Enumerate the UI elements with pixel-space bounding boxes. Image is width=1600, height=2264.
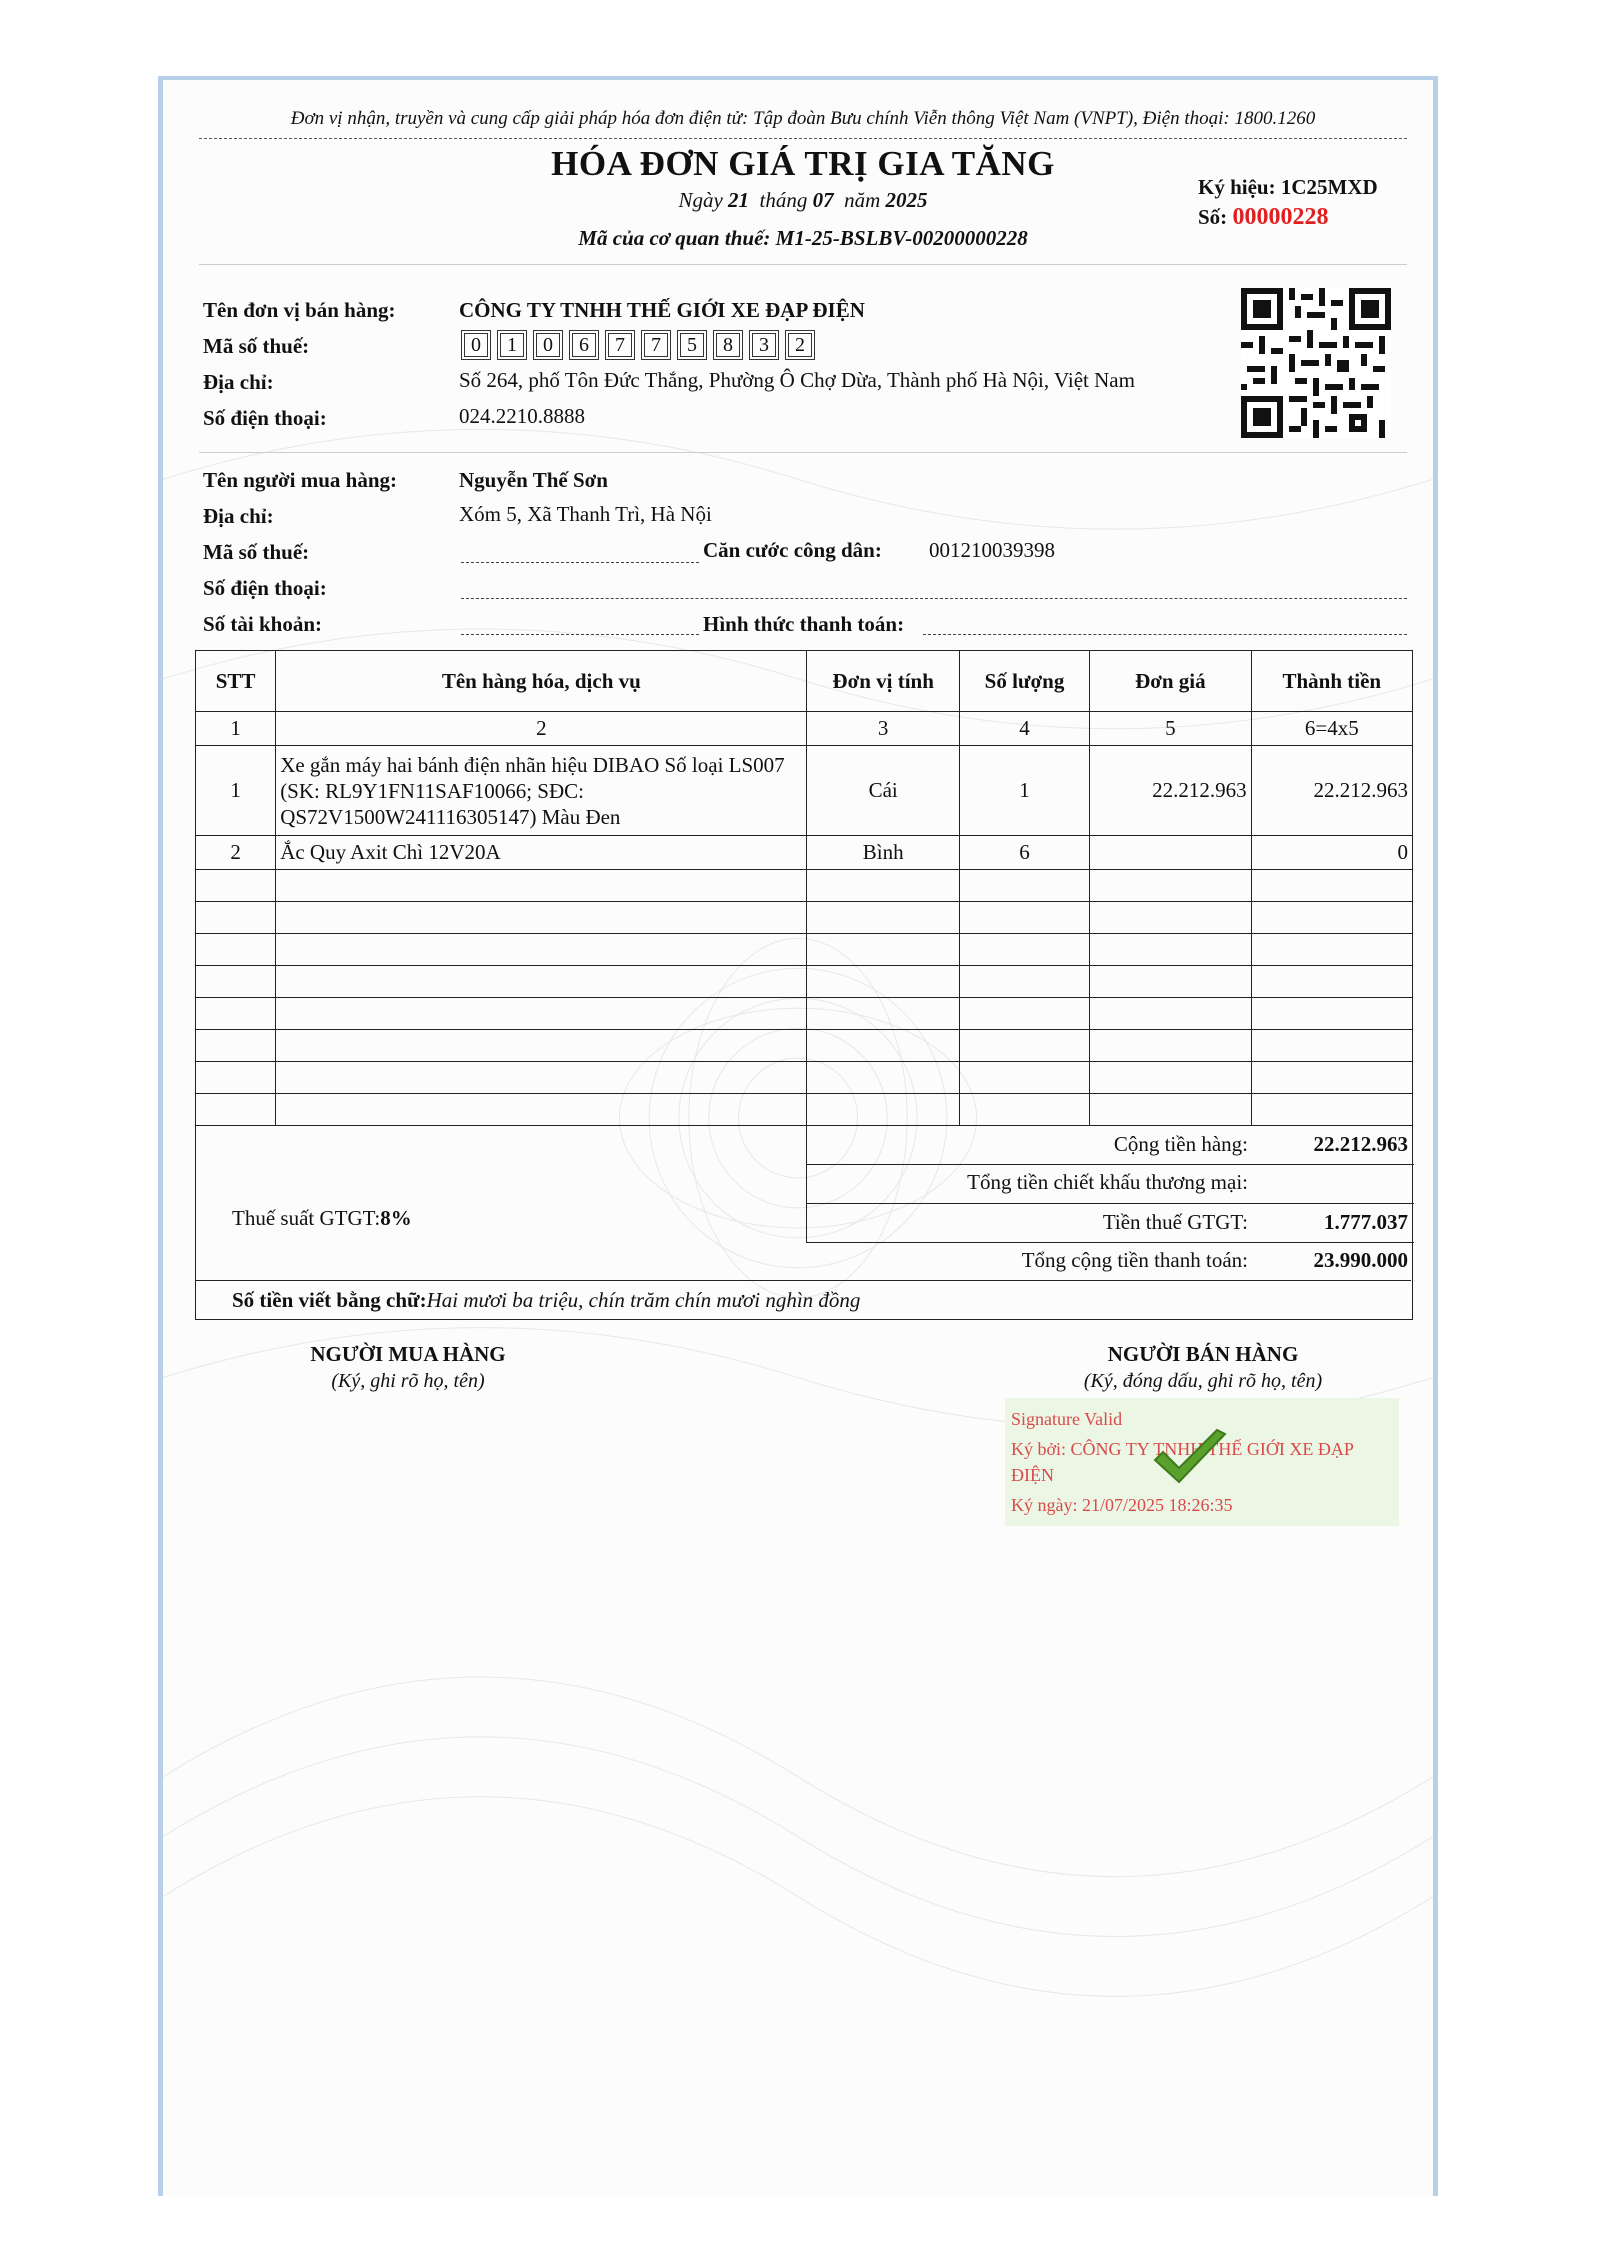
col-header-unit: Đơn vị tính [807, 651, 959, 712]
vat-value: 1.777.037 [1324, 1210, 1408, 1234]
items-table [195, 650, 1413, 1126]
seller-address-label: Địa chỉ: [203, 370, 274, 394]
amount-in-words [232, 1288, 860, 1313]
index-cell: 3 [807, 712, 959, 746]
buyer-id: 001210039398 [929, 538, 1055, 562]
buyer-signature-title: NGƯỜI MUA HÀNG [310, 1342, 506, 1366]
payment-method-label: Hình thức thanh toán: [703, 612, 905, 636]
empty-row [196, 966, 1413, 998]
totals-divider [806, 1203, 1414, 1204]
buyer-account-label: Số tài khoản: [203, 612, 323, 636]
index-cell: 5 [1090, 712, 1251, 746]
totals-section [195, 1126, 1413, 1320]
amount-in-words-value: Hai mươi ba triệu, chín trăm chín mươi nghìn đồng [426, 1288, 861, 1312]
totals-divider [806, 1164, 1414, 1165]
row-unit: Bình [807, 836, 959, 870]
tax-authority-code: Mã của cơ quan thuế: M1-25-BSLBV-00200000228 [578, 226, 1028, 250]
tax-digit-box: 7 [641, 330, 671, 360]
subtotal-value: 22.212.963 [1313, 1132, 1408, 1156]
signature-status: Signature Valid [1011, 1409, 1123, 1429]
row-price: 22.212.963 [1090, 746, 1251, 836]
seller-signature-note: (Ký, đóng dấu, ghi rõ họ, tên) [1083, 1370, 1323, 1392]
empty-row [196, 1094, 1413, 1126]
row-amount: 22.212.963 [1251, 746, 1412, 836]
year-label: năm [844, 188, 881, 212]
empty-row [196, 870, 1413, 902]
year-value: 2025 [885, 188, 928, 212]
buyer-tax-blank [461, 562, 699, 563]
index-row [196, 712, 1413, 746]
col-header-stt: STT [196, 651, 276, 712]
vat-rate-value: 8% [380, 1206, 412, 1230]
index-cell: 1 [196, 712, 276, 746]
tax-digit-box: 6 [569, 330, 599, 360]
table-row [196, 746, 1413, 836]
buyer-address: Xóm 5, Xã Thanh Trì, Hà Nội [459, 502, 712, 526]
row-stt: 2 [196, 836, 276, 870]
seller-signature-title: NGƯỜI BÁN HÀNG [1107, 1342, 1299, 1366]
amount-in-words-label: Số tiền viết bằng chữ: [232, 1288, 427, 1312]
seller-phone: 024.2210.8888 [459, 404, 585, 428]
invoice-page [158, 76, 1438, 2196]
buyer-phone-label: Số điện thoại: [203, 576, 327, 600]
buyer-id-label: Căn cước công dân: [703, 538, 882, 562]
index-cell: 4 [959, 712, 1089, 746]
table-header-row [196, 651, 1413, 712]
divider [199, 138, 1407, 139]
totals-divider [196, 1280, 1411, 1281]
check-icon [1151, 1428, 1229, 1488]
signature-date: Ký ngày: 21/07/2025 18:26:35 [1011, 1495, 1233, 1515]
row-stt: 1 [196, 746, 276, 836]
seller-tax-label: Mã số thuế: [203, 334, 310, 358]
signature-signer: Ký bởi: CÔNG TY TNHH THẾ GIỚI XE ĐẠP ĐIỆN [1011, 1439, 1354, 1485]
day-label: Ngày [678, 188, 723, 212]
day-value: 21 [728, 188, 750, 212]
row-price [1090, 836, 1251, 870]
seller-tax-code [461, 330, 821, 360]
buyer-name: Nguyễn Thế Sơn [459, 468, 608, 492]
col-header-name: Tên hàng hóa, dịch vụ [276, 651, 807, 712]
row-qty: 1 [959, 746, 1089, 836]
empty-row [196, 1030, 1413, 1062]
col-header-qty: Số lượng [959, 651, 1089, 712]
buyer-phone-blank [461, 598, 1407, 599]
invoice-title: HÓA ĐƠN GIÁ TRỊ GIA TĂNG [551, 144, 1055, 183]
index-cell: 2 [276, 712, 807, 746]
tax-digit-box: 0 [461, 330, 491, 360]
vat-label: Tiền thuế GTGT: [1102, 1210, 1248, 1234]
buyer-address-label: Địa chỉ: [203, 504, 274, 528]
total-label: Tổng cộng tiền thanh toán: [1021, 1248, 1248, 1272]
col-header-price: Đơn giá [1090, 651, 1251, 712]
buyer-tax-label: Mã số thuế: [203, 540, 310, 564]
invoice-symbol-block [1198, 172, 1378, 232]
tax-digit-box: 3 [749, 330, 779, 360]
tax-digit-box: 7 [605, 330, 635, 360]
tax-digit-box: 8 [713, 330, 743, 360]
qr-code [1241, 288, 1391, 438]
provider-line: Đơn vị nhận, truyền và cung cấp giải pháp hóa đơn điện tử: Tập đoàn Bưu chính Viễn thông Việt Nam (VNPT), Điện thoại: 1800.1260 [290, 108, 1316, 129]
divider [199, 452, 1407, 453]
month-value: 07 [812, 188, 834, 212]
seller-address: Số 264, phố Tôn Đức Thắng, Phường Ô Chợ Dừa, Thành phố Hà Nội, Việt Nam [459, 368, 1135, 392]
empty-row [196, 902, 1413, 934]
month-label: tháng [759, 188, 808, 212]
divider [199, 264, 1407, 265]
tax-digit-box: 1 [497, 330, 527, 360]
totals-divider [806, 1242, 1414, 1243]
payment-method-blank [923, 634, 1407, 635]
buyer-signature-note: (Ký, ghi rõ họ, tên) [331, 1370, 485, 1392]
row-qty: 6 [959, 836, 1089, 870]
discount-label: Tổng tiền chiết khấu thương mại: [967, 1170, 1248, 1194]
table-row [196, 836, 1413, 870]
tax-digit-box: 0 [533, 330, 563, 360]
buyer-account-blank [461, 634, 699, 635]
buyer-name-label: Tên người mua hàng: [203, 468, 398, 492]
subtotal-label: Cộng tiền hàng: [1113, 1132, 1248, 1156]
col-header-amount: Thành tiền [1251, 651, 1412, 712]
seller-phone-label: Số điện thoại: [203, 406, 327, 430]
number-label: Số: [1198, 205, 1228, 229]
row-amount: 0 [1251, 836, 1412, 870]
index-cell: 6=4x5 [1251, 712, 1412, 746]
seller-name: CÔNG TY TNHH THẾ GIỚI XE ĐẠP ĐIỆN [459, 298, 865, 322]
row-item-name: Xe gắn máy hai bánh điện nhãn hiệu DIBAO Số loại LS007 (SK: RL9Y1FN11SAF10066; SĐC: QS72V1500W241116305147) Màu Đen [276, 746, 807, 836]
total-value: 23.990.000 [1313, 1248, 1408, 1272]
row-unit: Cái [807, 746, 959, 836]
empty-row [196, 998, 1413, 1030]
empty-row [196, 1062, 1413, 1094]
tax-digit-box: 2 [785, 330, 815, 360]
row-item-name: Ắc Quy Axit Chì 12V20A [276, 836, 807, 870]
vat-rate [232, 1206, 412, 1231]
totals-divider [806, 1126, 807, 1242]
symbol-value: 1C25MXD [1280, 175, 1378, 199]
symbol-label: Ký hiệu: [1198, 175, 1276, 199]
empty-row [196, 934, 1413, 966]
invoice-number: 00000228 [1232, 204, 1329, 230]
vat-rate-label: Thuế suất GTGT: [232, 1206, 381, 1230]
digital-signature-box[interactable] [1005, 1398, 1399, 1526]
seller-name-label: Tên đơn vị bán hàng: [203, 298, 396, 322]
tax-digit-box: 5 [677, 330, 707, 360]
